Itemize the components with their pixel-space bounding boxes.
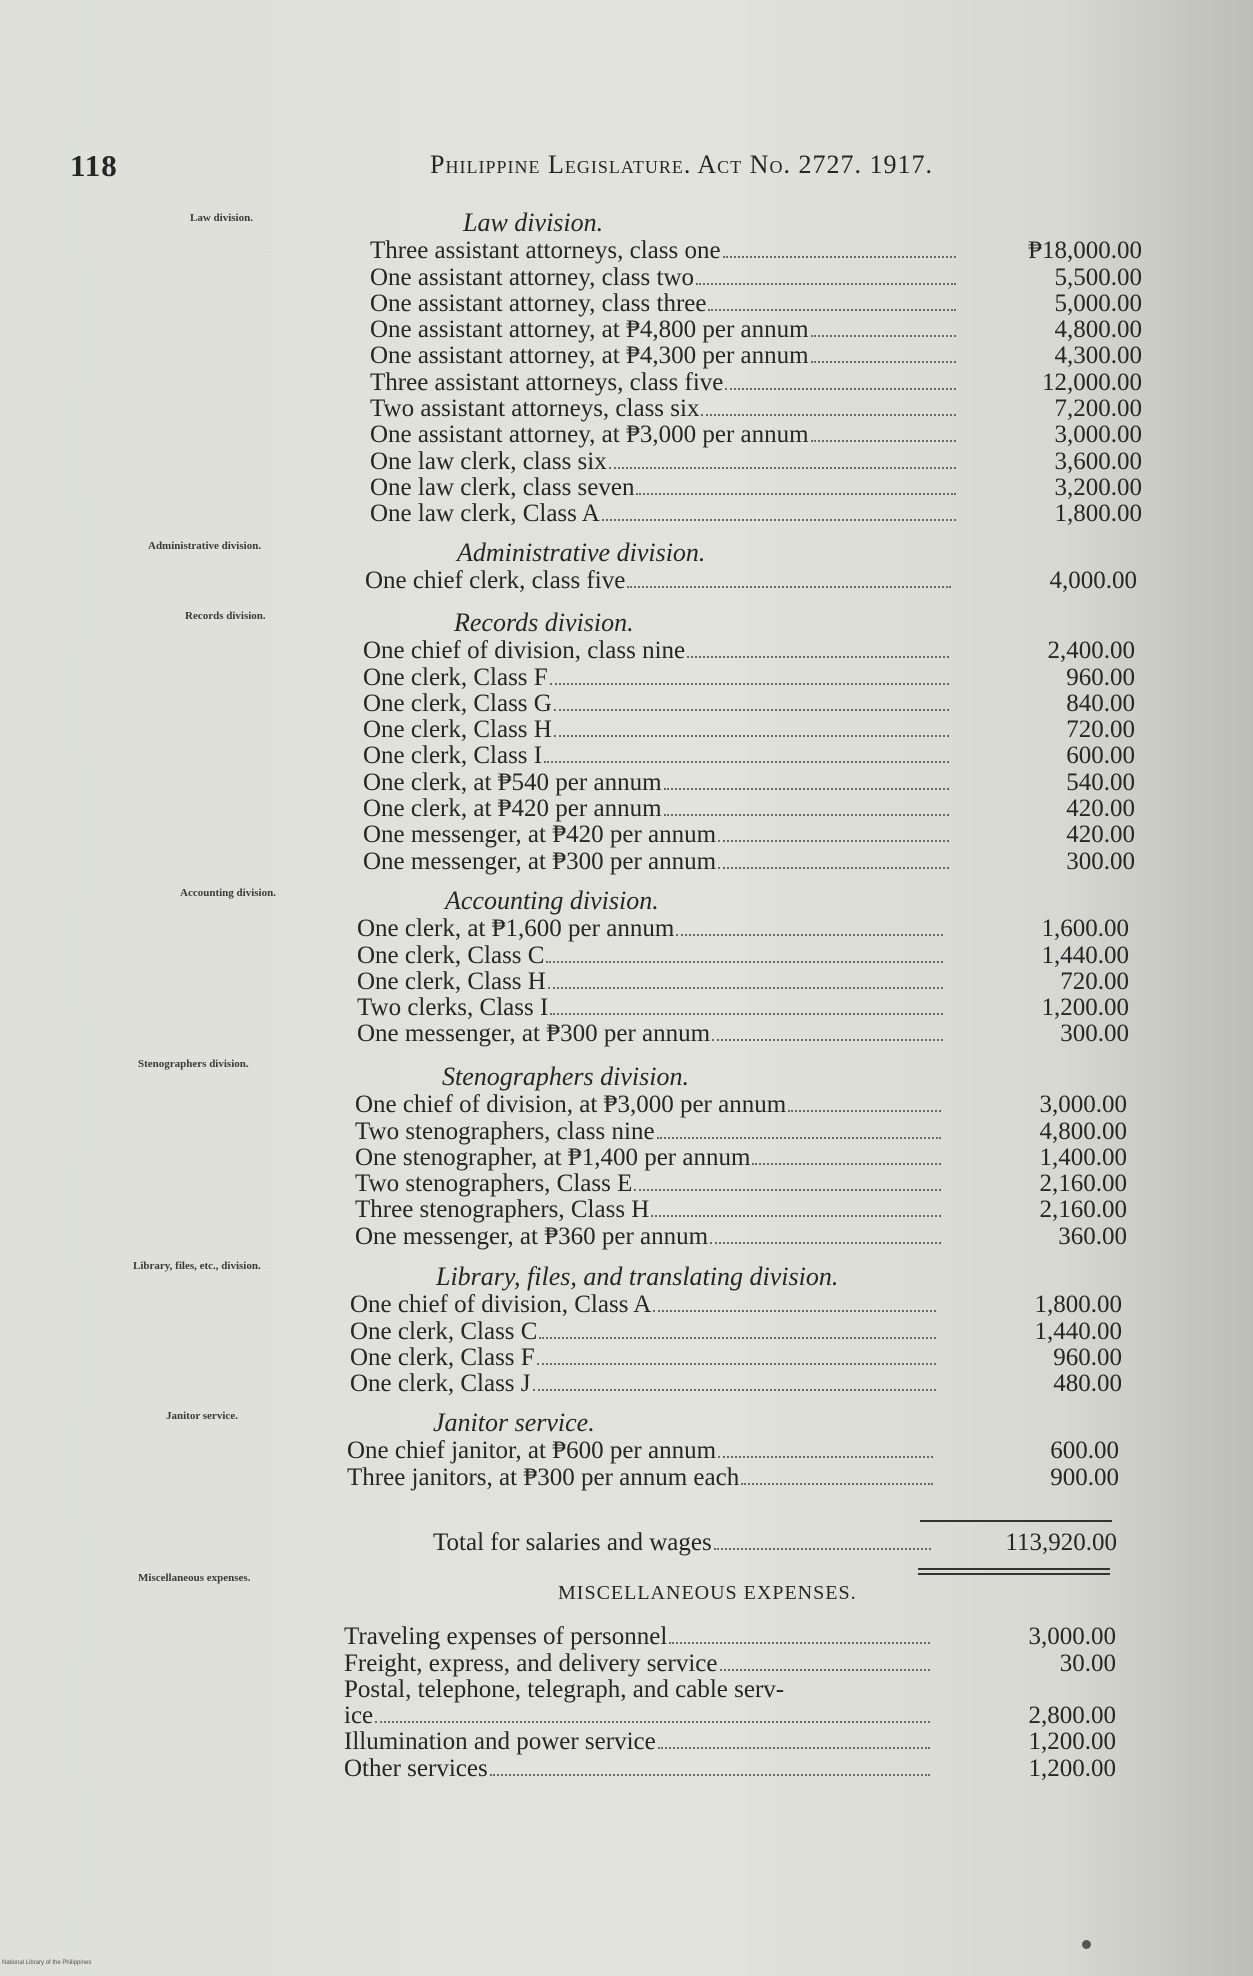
- row-label: One clerk, at ₱540 per annum: [363, 768, 662, 796]
- footer-credit: National Library of the Philippines: [2, 1960, 92, 1966]
- row-amount: 300.00: [1066, 847, 1135, 875]
- dot-leader: [714, 1548, 931, 1550]
- section-rows: [370, 238, 1142, 527]
- row-label: One assistant attorney, at ₱3,000 per annum: [370, 421, 809, 449]
- row-amount: 1,200.00: [1041, 994, 1129, 1022]
- row-amount: 4,800.00: [1039, 1117, 1127, 1145]
- row-label: One clerk, Class H: [357, 967, 546, 995]
- ledger-row: [355, 1145, 1127, 1171]
- row-label: One clerk, Class H: [363, 716, 552, 744]
- section-heading: Library, files, and translating division.: [436, 1262, 839, 1291]
- ink-speck: [1082, 1940, 1091, 1949]
- row-label: One stenographer, at ₱1,400 per annum: [355, 1143, 751, 1171]
- dot-leader: [676, 934, 943, 936]
- row-amount: 720.00: [1060, 967, 1129, 995]
- section-heading: Accounting division.: [445, 886, 659, 915]
- total-label: Total for salaries and wages: [433, 1529, 712, 1556]
- running-head: Philippine Legislature. Act No. 2727. 1917.: [430, 150, 933, 179]
- row-amount: 30.00: [1059, 1649, 1116, 1677]
- row-amount: 1,600.00: [1041, 915, 1129, 943]
- row-amount: ₱18,000.00: [1028, 237, 1142, 265]
- row-amount: 600.00: [1050, 1437, 1119, 1465]
- dot-leader: [701, 414, 956, 416]
- dot-leader: [723, 256, 956, 258]
- ledger-row: [350, 1292, 1122, 1318]
- ledger-row: [363, 822, 1135, 848]
- row-label: Three stenographers, Class H: [355, 1196, 650, 1224]
- row-amount: 3,200.00: [1054, 473, 1142, 501]
- section-law: [370, 208, 1142, 527]
- dot-leader: [651, 1215, 941, 1217]
- ledger-row: [344, 1677, 1116, 1703]
- row-amount: 4,000.00: [1049, 567, 1137, 595]
- dot-leader: [710, 1242, 941, 1244]
- row-label: One law clerk, class six: [370, 447, 607, 475]
- ledger-row: [370, 422, 1142, 448]
- row-label: One messenger, at ₱360 per annum: [355, 1222, 709, 1250]
- row-label: One clerk, Class C: [357, 941, 545, 969]
- section-rows: [347, 1438, 1119, 1491]
- ledger-row: [357, 916, 1129, 942]
- row-label: Three assistant attorneys, class one: [370, 237, 721, 265]
- dot-leader: [788, 1110, 941, 1112]
- dot-leader: [539, 1337, 936, 1339]
- ledger-row: [370, 238, 1142, 264]
- dot-leader: [669, 1642, 930, 1644]
- section-misc: [344, 1578, 1116, 1782]
- dot-leader: [725, 388, 956, 390]
- row-amount: 5,500.00: [1054, 263, 1142, 291]
- dot-leader: [664, 788, 949, 790]
- row-amount: 420.00: [1066, 821, 1135, 849]
- dot-leader: [752, 1163, 941, 1165]
- dot-leader: [657, 1137, 941, 1139]
- row-label: One messenger, at ₱420 per annum: [363, 821, 717, 849]
- row-label: Three assistant attorneys, class five: [370, 368, 724, 396]
- row-label: One chief of division, class nine: [363, 637, 686, 665]
- section-stenographers: [355, 1062, 1127, 1250]
- row-label: One assistant attorney, class two: [370, 263, 694, 291]
- total-row: [347, 1522, 1117, 1556]
- row-label: Two stenographers, class nine: [355, 1117, 655, 1145]
- ledger-row: [363, 743, 1135, 769]
- row-amount: 960.00: [1066, 663, 1135, 691]
- ledger-row: [350, 1345, 1122, 1371]
- row-amount: 2,160.00: [1039, 1170, 1127, 1198]
- row-amount: 420.00: [1066, 795, 1135, 823]
- ledger-row: [370, 264, 1142, 290]
- dot-leader: [550, 1013, 943, 1015]
- ledger-row: [350, 1318, 1122, 1344]
- dot-leader: [658, 1747, 930, 1749]
- ledger-row: [370, 369, 1142, 395]
- row-label: Traveling expenses of personnel: [344, 1623, 668, 1651]
- row-label: One assistant attorney, at ₱4,800 per annum: [370, 316, 809, 344]
- row-label: One law clerk, Class A: [370, 500, 600, 528]
- dot-leader: [490, 1774, 930, 1776]
- row-label: One assistant attorney, class three: [370, 289, 707, 317]
- section-rows: [357, 916, 1129, 1047]
- row-amount: 360.00: [1058, 1222, 1127, 1250]
- row-label: One chief of division, at ₱3,000 per annum: [355, 1091, 787, 1119]
- ledger-row: [363, 638, 1135, 664]
- dot-leader: [554, 709, 949, 711]
- row-amount: 960.00: [1053, 1343, 1122, 1371]
- dot-leader: [546, 961, 943, 963]
- dot-leader: [627, 586, 951, 588]
- dot-leader: [811, 440, 956, 442]
- ledger-row: [344, 1624, 1116, 1650]
- dot-leader: [718, 1456, 933, 1458]
- row-amount: 5,000.00: [1054, 289, 1142, 317]
- row-label: Illumination and power service: [344, 1728, 656, 1756]
- section-library: [350, 1262, 1122, 1397]
- ledger-row: [363, 664, 1135, 690]
- section-accounting: [357, 886, 1129, 1047]
- row-amount: 1,400.00: [1039, 1143, 1127, 1171]
- section-heading: Records division.: [454, 608, 634, 637]
- row-label: One chief janitor, at ₱600 per annum: [347, 1437, 717, 1465]
- row-amount: 3,000.00: [1039, 1091, 1127, 1119]
- row-label: One clerk, Class F: [350, 1343, 535, 1371]
- ledger-row: [370, 475, 1142, 501]
- dot-leader: [687, 656, 949, 658]
- dot-leader: [720, 1669, 931, 1671]
- row-amount: 720.00: [1066, 716, 1135, 744]
- row-amount: 480.00: [1053, 1370, 1122, 1398]
- dot-leader: [548, 987, 943, 989]
- section-rows: [350, 1292, 1122, 1397]
- dot-leader: [653, 1310, 936, 1312]
- dot-leader: [811, 361, 956, 363]
- row-amount: 1,800.00: [1054, 500, 1142, 528]
- ledger-row: [370, 317, 1142, 343]
- row-label: One clerk, at ₱1,600 per annum: [357, 915, 675, 943]
- section-heading: MISCELLANEOUS EXPENSES.: [558, 1582, 857, 1604]
- ledger-row: [370, 448, 1142, 474]
- row-amount: 1,200.00: [1028, 1754, 1116, 1782]
- section-rows: [365, 568, 1137, 594]
- ledger-row: [363, 796, 1135, 822]
- ledger-row: [370, 291, 1142, 317]
- dot-leader: [664, 814, 949, 816]
- row-amount: 2,800.00: [1028, 1702, 1116, 1730]
- section-heading: Stenographers division.: [442, 1062, 689, 1091]
- dot-leader: [718, 867, 949, 869]
- ledger-row: [357, 969, 1129, 995]
- dot-leader: [811, 335, 956, 337]
- ledger-row: [370, 501, 1142, 527]
- row-label: One clerk, at ₱420 per annum: [363, 795, 662, 823]
- section-heading: Janitor service.: [433, 1408, 595, 1437]
- ledger-row: [355, 1092, 1127, 1118]
- ledger-row: [363, 691, 1135, 717]
- margin-note-accounting: Accounting division.: [180, 887, 276, 899]
- row-amount: 840.00: [1066, 689, 1135, 717]
- dot-leader: [609, 467, 956, 469]
- ledger-row: [355, 1171, 1127, 1197]
- row-label: Freight, express, and delivery service: [344, 1649, 718, 1677]
- ledger-row: [363, 848, 1135, 874]
- row-amount: 4,800.00: [1054, 316, 1142, 344]
- row-amount: 4,300.00: [1054, 342, 1142, 370]
- row-label: ice: [344, 1702, 374, 1730]
- row-label: One clerk, Class J: [350, 1370, 531, 1398]
- section-heading: Law division.: [463, 208, 604, 237]
- section-rows: [355, 1092, 1127, 1250]
- ledger-row: [370, 396, 1142, 422]
- ledger-row: [344, 1729, 1116, 1755]
- dot-leader: [741, 1483, 933, 1485]
- margin-note-records: Records division.: [185, 610, 266, 622]
- section-rows: [363, 638, 1135, 875]
- section-administrative: [365, 538, 1137, 594]
- row-amount: 3,000.00: [1028, 1623, 1116, 1651]
- margin-note-misc: Miscellaneous expenses.: [138, 1572, 251, 1584]
- row-amount: 1,800.00: [1034, 1291, 1122, 1319]
- row-amount: 1,440.00: [1041, 941, 1129, 969]
- row-label: Postal, telephone, telegraph, and cable serv-: [344, 1675, 785, 1703]
- ledger-row: [370, 343, 1142, 369]
- ledger-row: [344, 1703, 1116, 1729]
- section-heading: Administrative division.: [457, 538, 706, 567]
- ledger-row: [355, 1223, 1127, 1249]
- row-label: Two clerks, Class I: [357, 994, 549, 1022]
- ledger-row: [363, 717, 1135, 743]
- ledger-row: [357, 1021, 1129, 1047]
- row-label: One clerk, Class F: [363, 663, 548, 691]
- row-label: Two assistant attorneys, class six: [370, 395, 700, 423]
- ledger-row: [355, 1197, 1127, 1223]
- ledger-row: [365, 568, 1137, 594]
- ledger-row: [347, 1464, 1119, 1490]
- section-records: [363, 608, 1135, 875]
- row-label: One messenger, at ₱300 per annum: [363, 847, 717, 875]
- section-janitor: [347, 1408, 1119, 1491]
- dot-leader: [712, 1039, 943, 1041]
- dot-leader: [537, 1363, 936, 1365]
- row-label: One messenger, at ₱300 per annum: [357, 1020, 711, 1048]
- row-amount: 1,200.00: [1028, 1728, 1116, 1756]
- dot-leader: [634, 1189, 941, 1191]
- row-amount: 7,200.00: [1054, 395, 1142, 423]
- page-number: 118: [70, 148, 118, 183]
- dot-leader: [602, 519, 956, 521]
- dot-leader: [544, 761, 949, 763]
- row-amount: 2,160.00: [1039, 1196, 1127, 1224]
- row-label: One chief clerk, class five: [365, 567, 626, 595]
- margin-note-law: Law division.: [190, 212, 253, 224]
- row-amount: 300.00: [1060, 1020, 1129, 1048]
- dot-leader: [696, 283, 956, 285]
- row-label: One law clerk, class seven: [370, 473, 635, 501]
- row-label: One clerk, Class I: [363, 742, 543, 770]
- total-double-rule: [918, 1568, 1110, 1575]
- row-label: One clerk, Class C: [350, 1317, 538, 1345]
- ledger-row: [355, 1118, 1127, 1144]
- row-label: One clerk, Class G: [363, 689, 552, 717]
- row-label: One assistant attorney, at ₱4,300 per annum: [370, 342, 809, 370]
- row-label: One chief of division, Class A: [350, 1291, 652, 1319]
- ledger-row: [357, 995, 1129, 1021]
- margin-note-library: Library, files, etc., division.: [133, 1260, 261, 1272]
- margin-note-janitor: Janitor service.: [166, 1410, 238, 1422]
- ledger-row: [350, 1371, 1122, 1397]
- ledger-row: [357, 942, 1129, 968]
- ledger-row: [344, 1755, 1116, 1781]
- dot-leader: [375, 1721, 930, 1723]
- row-amount: 900.00: [1050, 1463, 1119, 1491]
- dot-leader: [550, 683, 949, 685]
- row-label: Three janitors, at ₱300 per annum each: [347, 1463, 740, 1491]
- margin-note-stenographers: Stenographers division.: [138, 1058, 249, 1070]
- row-amount: 600.00: [1066, 742, 1135, 770]
- ledger-row: [363, 769, 1135, 795]
- margin-note-administrative: Administrative division.: [148, 540, 262, 552]
- dot-leader: [554, 735, 949, 737]
- row-amount: 3,000.00: [1054, 421, 1142, 449]
- row-amount: 12,000.00: [1042, 368, 1142, 396]
- ledger-row: [344, 1650, 1116, 1676]
- row-amount: 540.00: [1066, 768, 1135, 796]
- section-rows: [344, 1624, 1116, 1782]
- dot-leader: [636, 493, 956, 495]
- row-amount: 3,600.00: [1054, 447, 1142, 475]
- ledger-row: [347, 1438, 1119, 1464]
- row-amount: 1,440.00: [1034, 1317, 1122, 1345]
- total-amount: 113,920.00: [1005, 1529, 1117, 1556]
- dot-leader: [533, 1389, 936, 1391]
- dot-leader: [708, 309, 956, 311]
- row-label: Other services: [344, 1754, 488, 1782]
- dot-leader: [718, 840, 949, 842]
- row-label: Two stenographers, Class E: [355, 1170, 633, 1198]
- row-amount: 2,400.00: [1047, 637, 1135, 665]
